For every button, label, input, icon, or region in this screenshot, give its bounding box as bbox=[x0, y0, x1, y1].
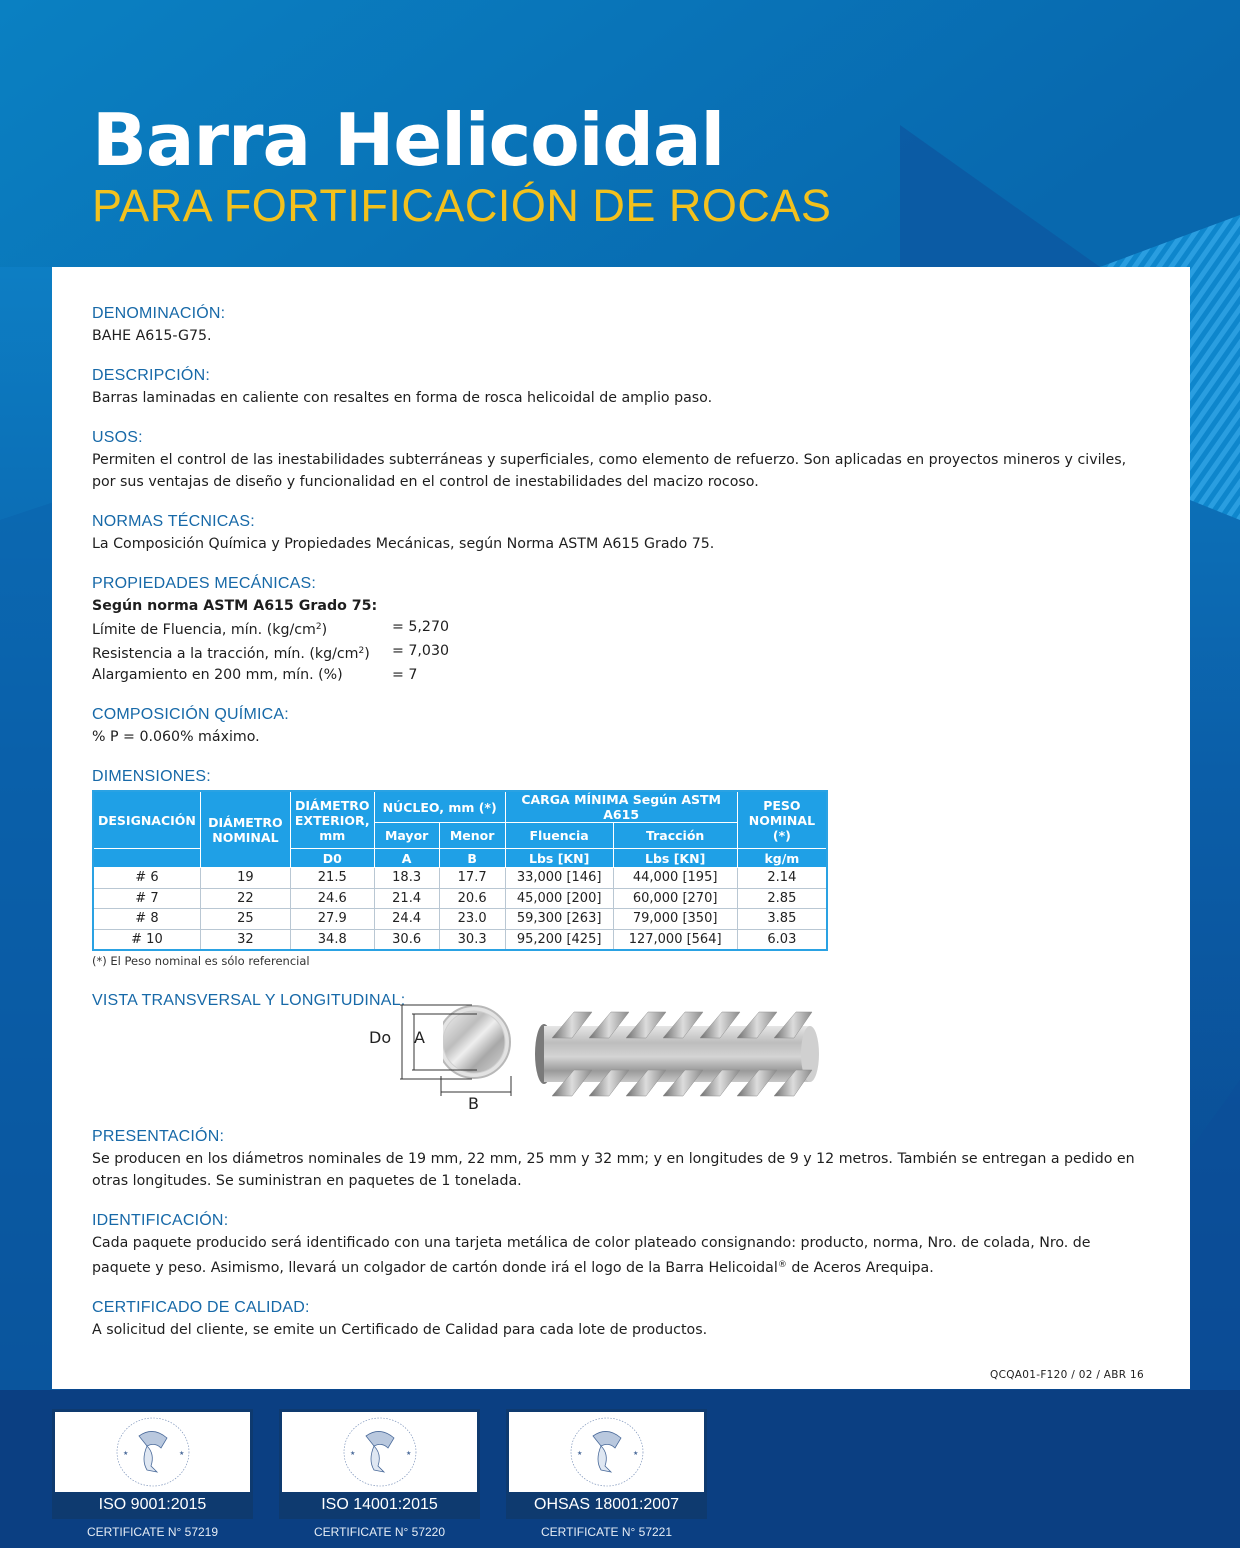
svg-text:★: ★ bbox=[122, 1450, 128, 1457]
cell-traccion: 79,000 [350] bbox=[613, 909, 737, 930]
section-dimensiones bbox=[92, 766, 1152, 968]
abs-seal-icon bbox=[509, 1412, 704, 1492]
section-title: COMPOSICIÓN QUÍMICA: bbox=[92, 706, 289, 723]
section-vista bbox=[92, 990, 1152, 1113]
cell-exterior: 34.8 bbox=[290, 929, 374, 950]
cert-number: CERTIFICATE N° 57219 bbox=[86, 1525, 219, 1539]
table-row bbox=[93, 888, 827, 909]
section-title: USOS: bbox=[92, 429, 143, 446]
cell-traccion: 44,000 [195] bbox=[613, 868, 737, 889]
section-title: PROPIEDADES MECÁNICAS: bbox=[92, 575, 317, 592]
cell-fluencia: 95,200 [425] bbox=[505, 929, 613, 950]
certification-iso-14001 bbox=[279, 1409, 480, 1539]
cell-peso: 2.85 bbox=[737, 888, 827, 909]
page-subtitle: PARA FORTIFICACIÓN DE ROCAS bbox=[92, 180, 832, 231]
abs-seal-icon bbox=[282, 1412, 477, 1492]
section-propiedades bbox=[92, 573, 1152, 686]
col-diametro-exterior: DIÁMETRO EXTERIOR, mm bbox=[290, 791, 374, 849]
col-mayor: Mayor bbox=[374, 823, 439, 849]
section-presentacion bbox=[92, 1126, 1152, 1192]
section-text: Se producen en los diámetros nominales de 19 mm, 22 mm, 25 mm y 32 mm; y en longitudes de 9 y 12 metros. También se entregan a pedido en otras longitudes. Se suministran en paquetes de 1 tonelada. bbox=[92, 1150, 1135, 1189]
section-text: Cada paquete producido será identificado con una tarjeta metálica de color plateado consignando: producto, norma, Nro. de colada, Nro. de paquete y peso. Asimismo, llevará un colgador de cartón donde irá el logo de la Barra Helicoidal® de Aceros Arequipa. bbox=[92, 1234, 1091, 1276]
section-descripcion bbox=[92, 365, 1152, 409]
abs-seal-icon bbox=[55, 1412, 250, 1492]
table-row bbox=[93, 909, 827, 930]
section-title: DIMENSIONES: bbox=[92, 768, 211, 785]
section-title: VISTA TRANSVERSAL Y LONGITUDINAL: bbox=[92, 991, 406, 1009]
cell-exterior: 21.5 bbox=[290, 868, 374, 889]
cell-nominal: 25 bbox=[200, 909, 290, 930]
cell-mayor: 21.4 bbox=[374, 888, 439, 909]
section-text: La Composición Química y Propiedades Mecánicas, según Norma ASTM A615 Grado 75. bbox=[92, 536, 715, 552]
cert-number: CERTIFICATE N° 57220 bbox=[313, 1525, 446, 1539]
cell-exterior: 27.9 bbox=[290, 909, 374, 930]
unit-peso: kg/m bbox=[737, 849, 827, 868]
cell-traccion: 127,000 [564] bbox=[613, 929, 737, 950]
content-sheet bbox=[52, 267, 1190, 1389]
col-designacion-unit bbox=[93, 849, 200, 868]
cell-menor: 30.3 bbox=[439, 929, 505, 950]
page-title: Barra Helicoidal bbox=[92, 98, 725, 182]
cell-fluencia: 33,000 [146] bbox=[505, 868, 613, 889]
property-value: = 7 bbox=[392, 667, 418, 683]
col-menor: Menor bbox=[439, 823, 505, 849]
section-text: Permiten el control de las inestabilidades subterráneas y superficiales, como elemento de refuerzo. Son aplicadas en proyectos mineros y civiles, por sus ventajas de diseño y funcionalidad en el control de inestabilidades del macizo rocoso. bbox=[92, 452, 1127, 490]
cell-nominal: 32 bbox=[200, 929, 290, 950]
cell-menor: 17.7 bbox=[439, 868, 505, 889]
col-nucleo: NÚCLEO, mm (*) bbox=[374, 791, 505, 823]
certification-iso-9001 bbox=[52, 1409, 253, 1539]
property-label: Límite de Fluencia, mín. $(kg/cm^2)$ bbox=[92, 622, 328, 638]
cert-standard: OHSAS 18001:2007 bbox=[534, 1496, 679, 1513]
cell-peso: 6.03 bbox=[737, 929, 827, 950]
cell-nominal: 19 bbox=[200, 868, 290, 889]
svg-text:★: ★ bbox=[349, 1450, 355, 1457]
cell-exterior: 24.6 bbox=[290, 888, 374, 909]
section-usos bbox=[92, 427, 1152, 493]
svg-text:★: ★ bbox=[178, 1450, 184, 1457]
cert-standard: ISO 9001:2015 bbox=[98, 1496, 207, 1513]
col-peso-nominal: PESO NOMINAL (*) bbox=[737, 791, 827, 849]
section-title: DENOMINACIÓN: bbox=[92, 305, 226, 322]
col-carga-minima: CARGA MÍNIMA Según ASTM A615 bbox=[505, 791, 737, 823]
cell-designacion: # 6 bbox=[93, 868, 200, 889]
section-composicion bbox=[92, 704, 1152, 748]
cell-mayor: 30.6 bbox=[374, 929, 439, 950]
section-title: CERTIFICADO DE CALIDAD: bbox=[92, 1298, 310, 1316]
property-row bbox=[92, 641, 1152, 665]
col-diametro-nominal: DIÁMETRO NOMINAL bbox=[200, 791, 290, 868]
cell-mayor: 24.4 bbox=[374, 909, 439, 930]
dimensions-table bbox=[92, 790, 828, 951]
cell-nominal: 22 bbox=[200, 888, 290, 909]
cross-section-diagram bbox=[362, 992, 522, 1110]
svg-text:★: ★ bbox=[632, 1450, 638, 1457]
label-a: A bbox=[414, 1027, 425, 1047]
section-text: Barras laminadas en caliente con resaltes en forma de rosca helicoidal de amplio paso. bbox=[92, 390, 713, 406]
label-b: B bbox=[468, 1093, 479, 1113]
table-row bbox=[93, 868, 827, 889]
section-title: DESCRIPCIÓN: bbox=[92, 367, 210, 384]
cell-peso: 2.14 bbox=[737, 868, 827, 889]
document-code: QCQA01-F120 / 02 / ABR 16 bbox=[990, 1369, 1144, 1381]
cell-fluencia: 45,000 [200] bbox=[505, 888, 613, 909]
section-title: NORMAS TÉCNICAS: bbox=[92, 513, 255, 530]
cert-number: CERTIFICATE N° 57221 bbox=[540, 1525, 673, 1539]
col-designacion: DESIGNACIÓN bbox=[93, 791, 200, 849]
label-do: Do bbox=[369, 1027, 392, 1047]
cell-designacion: # 8 bbox=[93, 909, 200, 930]
section-text: BAHE A615-G75. bbox=[92, 328, 212, 344]
unit-traccion: Lbs [KN] bbox=[613, 849, 737, 868]
svg-text:★: ★ bbox=[405, 1450, 411, 1457]
table-row bbox=[93, 929, 827, 950]
cert-standard: ISO 14001:2015 bbox=[321, 1496, 438, 1513]
section-certificado bbox=[92, 1297, 1152, 1341]
cell-mayor: 18.3 bbox=[374, 868, 439, 889]
section-title: PRESENTACIÓN: bbox=[92, 1127, 225, 1145]
cell-designacion: # 10 bbox=[93, 929, 200, 950]
col-traccion: Tracción bbox=[613, 823, 737, 849]
cell-designacion: # 7 bbox=[93, 888, 200, 909]
property-value: = 7,030 bbox=[392, 643, 450, 659]
unit-fluencia: Lbs [KN] bbox=[505, 849, 613, 868]
unit-b: B bbox=[439, 849, 505, 868]
section-subtitle: Según norma ASTM A615 Grado 75: bbox=[92, 598, 378, 614]
section-normas bbox=[92, 511, 1152, 555]
section-identificacion bbox=[92, 1210, 1152, 1279]
svg-text:★: ★ bbox=[576, 1450, 582, 1457]
longitudinal-bar-image bbox=[534, 1008, 820, 1100]
section-title: IDENTIFICACIÓN: bbox=[92, 1211, 229, 1229]
table-footnote: (*) El Peso nominal es sólo referencial bbox=[92, 953, 310, 968]
property-label: Resistencia a la tracción, mín. $(kg/cm^2)$ bbox=[92, 646, 370, 662]
unit-a: A bbox=[374, 849, 439, 868]
cell-menor: 20.6 bbox=[439, 888, 505, 909]
certification-ohsas-18001 bbox=[506, 1409, 707, 1539]
unit-do: D0 bbox=[290, 849, 374, 868]
header bbox=[92, 96, 831, 232]
cell-traccion: 60,000 [270] bbox=[613, 888, 737, 909]
property-row bbox=[92, 617, 1152, 641]
section-text: A solicitud del cliente, se emite un Certificado de Calidad para cada lote de productos. bbox=[92, 1321, 708, 1338]
section-denominacion bbox=[92, 303, 1152, 347]
property-row bbox=[92, 665, 1152, 686]
property-value: = 5,270 bbox=[392, 619, 450, 635]
col-fluencia: Fluencia bbox=[505, 823, 613, 849]
cell-fluencia: 59,300 [263] bbox=[505, 909, 613, 930]
certifications bbox=[52, 1409, 707, 1539]
cell-peso: 3.85 bbox=[737, 909, 827, 930]
property-label: Alargamiento en 200 mm, mín. (%) bbox=[92, 667, 343, 683]
section-text: % P = 0.060% máximo. bbox=[92, 729, 260, 745]
cell-menor: 23.0 bbox=[439, 909, 505, 930]
